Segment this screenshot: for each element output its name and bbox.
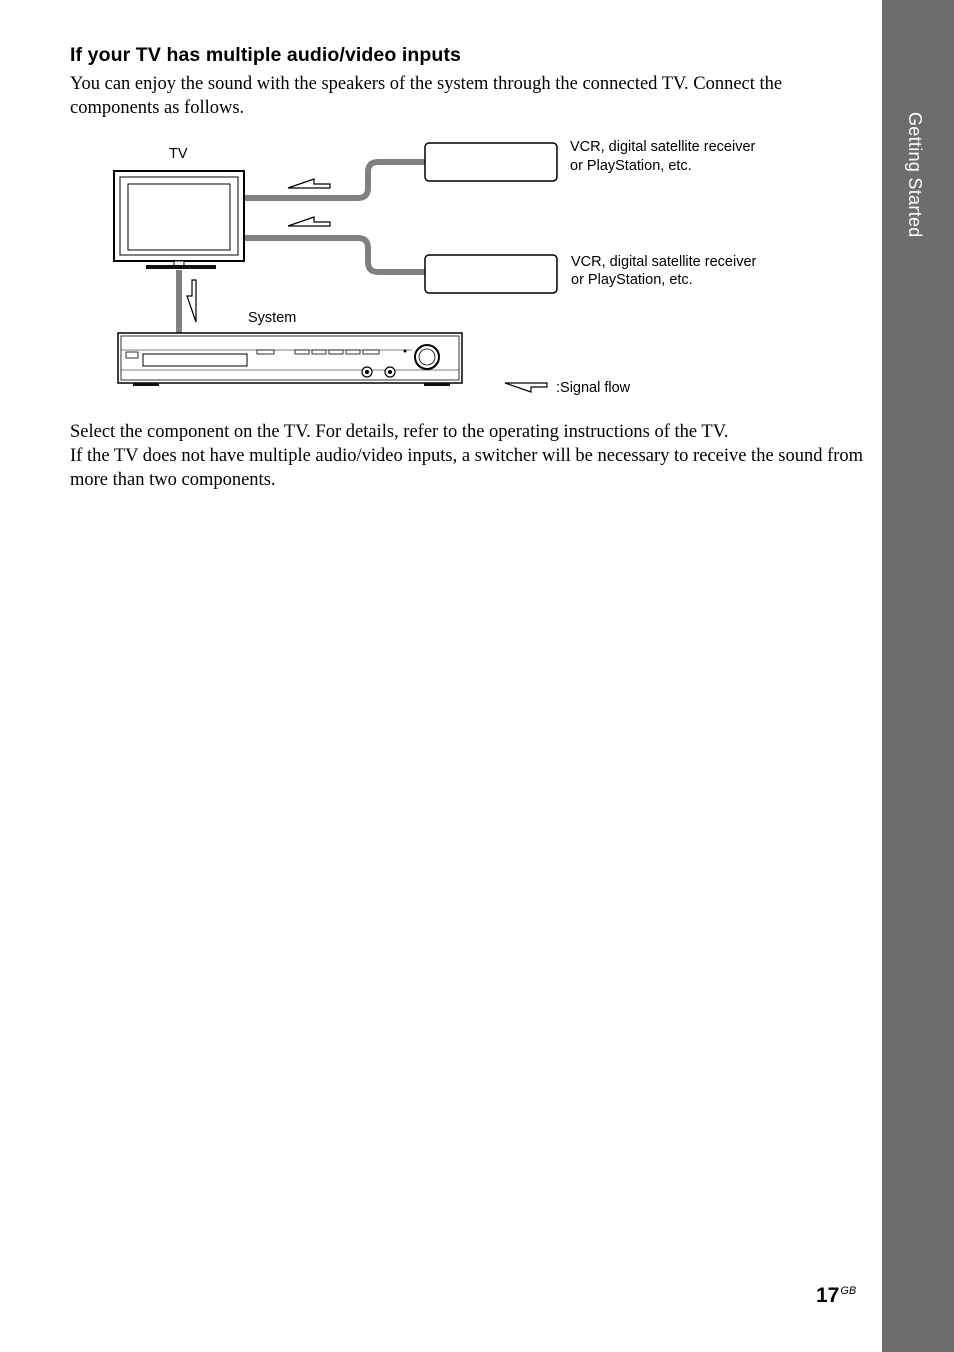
body-text [70,420,870,492]
body-line-2: If the TV does not have multiple audio/video inputs, a switcher will be necessary to receive the sound from more than two components. [70,446,864,490]
component1-label-line1: VCR, digital satellite receiver [570,139,756,155]
tv-label: TV [169,146,188,162]
section-tab-label: Getting Started [905,112,925,238]
cable-component2 [243,238,426,272]
legend-arrow [505,383,547,392]
tv-illustration [114,171,244,269]
component2-label-line2: or PlayStation, etc. [571,272,693,288]
legend-label: :Signal flow [556,380,631,396]
arrow-down [187,280,196,322]
arrow-left-upper [288,179,330,188]
intro-paragraph: You can enjoy the sound with the speakers of the system through the connected TV. Connect the components as follows. [70,74,783,118]
component-box-1 [425,143,557,181]
page-number-value: 17 [816,1284,840,1307]
page-number [816,1284,856,1308]
page-number-suffix: GB [840,1285,857,1297]
system-illustration [118,333,462,386]
component-box-2 [425,255,557,293]
connection-diagram [100,132,800,402]
arrow-left-lower [288,217,330,226]
component2-label-line1: VCR, digital satellite receiver [571,254,757,270]
component1-label-line2: or PlayStation, etc. [570,158,692,174]
section-heading: If your TV has multiple audio/video inputs [70,44,461,66]
body-line-1: Select the component on the TV. For details, refer to the operating instructions of the TV. [70,422,729,442]
cable-component1 [243,162,426,198]
system-label: System [248,310,297,326]
